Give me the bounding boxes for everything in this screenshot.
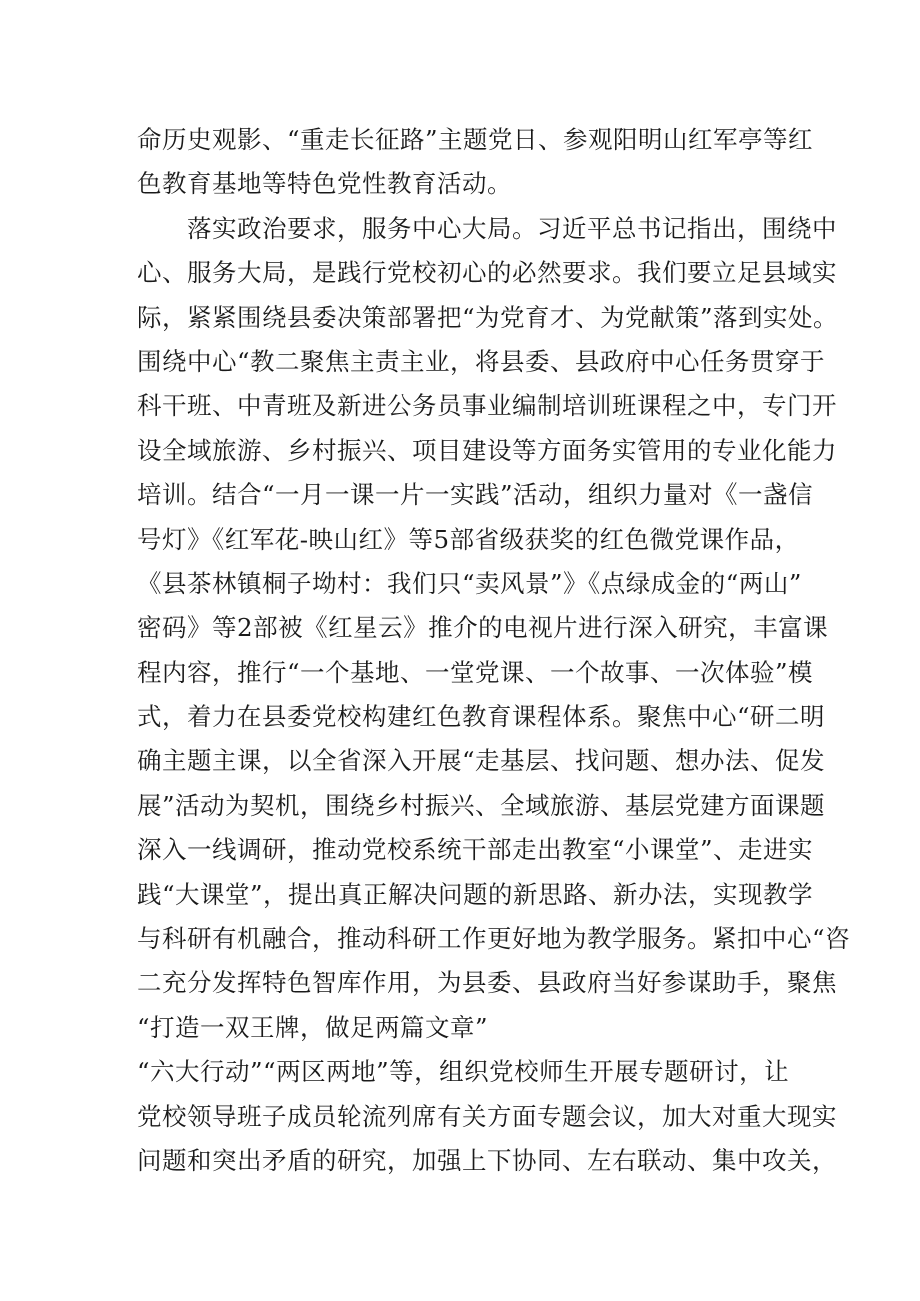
text-line: 问题和突出矛盾的研究，加强上下协同、左右联动、集中攻关， [137, 1145, 837, 1175]
text-line: 程内容，推行“一个基地、一堂党课、一个故事、一次体验”模 [137, 657, 814, 687]
text-line: 培训。结合“一月一课一片一实践”活动，组织力量对《一盏信 [137, 480, 814, 510]
text-line: 设全域旅游、乡村振兴、项目建设等方面务实管用的专业化能力 [137, 435, 837, 465]
text-line: 心、服务大局，是践行党校初心的必然要求。我们要立足县域实 [137, 258, 837, 288]
text-line: 式，着力在县委党校构建红色教育课程体系。聚焦中心“研二明 [137, 702, 826, 732]
text-line: 践“大课堂”，提出真正解决问题的新思路、新办法，实现教学 [137, 879, 814, 909]
text-line: 科干班、中青班及新进公务员事业编制培训班课程之中，专门开 [137, 391, 837, 421]
text-line: 确主题主课，以全省深入开展“走基层、找问题、想办法、促发 [137, 746, 826, 776]
text-line: “打造一双王牌，做足两篇文章” [137, 1012, 489, 1042]
text-line: 与科研有机融合，推动科研工作更好地为教学服务。紧扣中心“咨 [137, 924, 851, 954]
text-line: 密码》等2部被《红星云》推介的电视片进行深入研究，丰富课 [137, 613, 829, 643]
text-line: 展”活动为契机，围绕乡村振兴、全域旅游、基层党建方面课题 [137, 790, 826, 820]
text-line: 命历史观影、“重走长征路”主题党日、参观阳明山红军亭等红 [137, 125, 814, 154]
text-line: 际，紧紧围绕县委决策部署把“为党育才、为党献策”落到实处。 [137, 302, 839, 332]
body-text [137, 118, 851, 1183]
text-line: 围绕中心“教二聚焦主责主业，将县委、县政府中心任务贯穿于 [137, 346, 826, 376]
text-line: 号灯》《红军花-映山红》等5部省级获奖的红色微党课作品， [137, 524, 800, 554]
text-line: 党校领导班子成员轮流列席有关方面专题会议，加大对重大现实 [137, 1101, 837, 1131]
text-line: “六大行动”“两区两地”等，组织党校师生开展专题研讨，让 [137, 1057, 790, 1087]
text-line: 色教育基地等特色党性教育活动。 [137, 169, 512, 199]
text-line: 深入一线调研，推动党校系统干部走出教室“小课堂”、走进实 [137, 835, 814, 865]
text-line: 《县茶林镇桐子坳村：我们只“卖风景”》《点绿成金的“两山” [137, 568, 802, 598]
text-line: 落实政治要求，服务中心大局。习近平总书记指出，围绕中 [137, 213, 837, 243]
text-line: 二充分发挥特色智库作用，为县委、县政府当好参谋助手，聚焦 [137, 968, 837, 998]
